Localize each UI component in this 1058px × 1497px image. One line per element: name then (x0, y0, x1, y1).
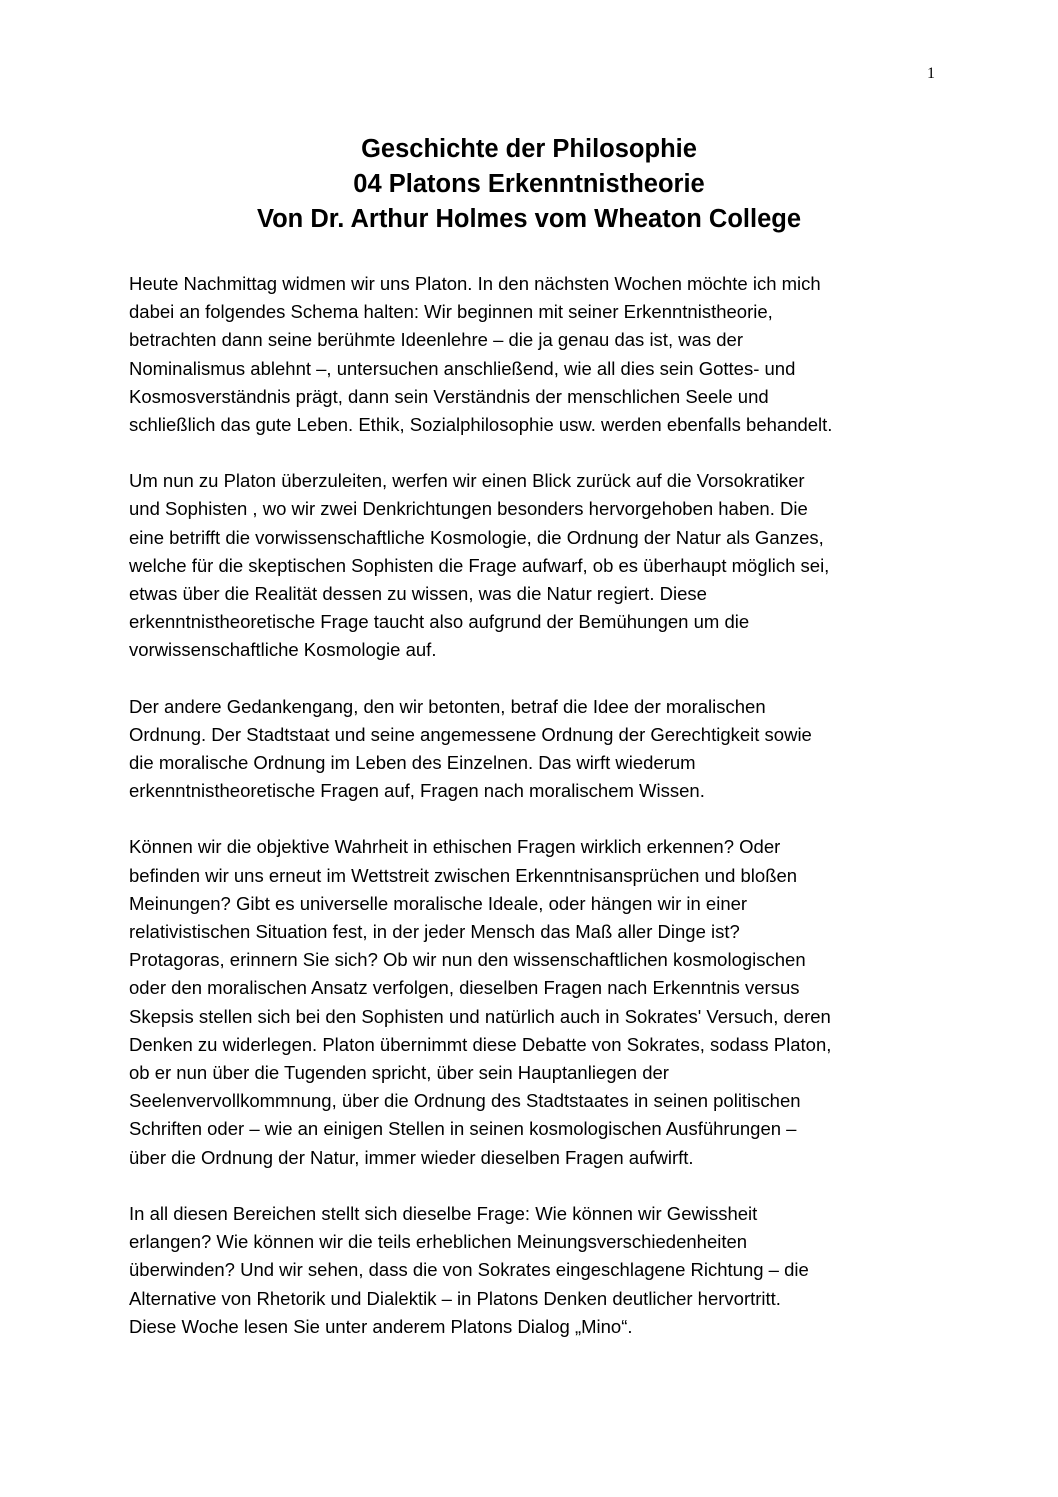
text-line: Diese Woche lesen Sie unter anderem Platons Dialog „Mino“. (129, 1315, 633, 1337)
paragraph-4 (129, 833, 944, 1171)
text-line: erkenntnistheoretische Fragen auf, Fragen nach moralischem Wissen. (129, 780, 705, 802)
text-line: Denken zu widerlegen. Platon übernimmt diese Debatte von Sokrates, sodass Platon, (129, 1033, 832, 1055)
text-line: Ordnung. Der Stadtstaat und seine angemessene Ordnung der Gerechtigkeit sowie (129, 723, 812, 745)
paragraph-3 (129, 693, 944, 806)
text-line: Meinungen? Gibt es universelle moralische Ideale, oder hängen wir in einer (129, 892, 748, 914)
text-line: überwinden? Und wir sehen, dass die von Sokrates eingeschlagene Richtung – die (129, 1259, 809, 1281)
text-line: Der andere Gedankengang, den wir betonten, betraf die Idee der moralischen (129, 695, 766, 717)
text-line: welche für die skeptischen Sophisten die Frage aufwarf, ob es überhaupt möglich sei, (129, 554, 830, 576)
paragraph-5 (129, 1200, 944, 1341)
text-line: etwas über die Realität dessen zu wissen, was die Natur regiert. Diese (129, 583, 707, 605)
page-number: 1 (927, 65, 935, 82)
text-line: Können wir die objektive Wahrheit in ethischen Fragen wirklich erkennen? Oder (129, 836, 781, 858)
text-line: relativistischen Situation fest, in der jeder Mensch das Maß aller Dinge ist? (129, 921, 740, 943)
text-line: oder den moralischen Ansatz verfolgen, dieselben Fragen nach Erkenntnis versus (129, 977, 800, 999)
text-line: eine betrifft die vorwissenschaftliche Kosmologie, die Ordnung der Natur als Ganzes, (129, 526, 824, 548)
text-line: Protagoras, erinnern Sie sich? Ob wir nun den wissenschaftlichen kosmologischen (129, 949, 806, 971)
text-line: schließlich das gute Leben. Ethik, Sozialphilosophie usw. werden ebenfalls behandelt. (129, 414, 833, 436)
document-body (129, 270, 944, 1369)
text-line: und Sophisten , wo wir zwei Denkrichtungen besonders hervorgehoben haben. Die (129, 498, 808, 520)
text-line: befinden wir uns erneut im Wettstreit zwischen Erkenntnisansprüchen und bloßen (129, 864, 798, 886)
text-line: Alternative von Rhetorik und Dialektik – in Platons Denken deutlicher hervortritt. (129, 1287, 781, 1309)
text-line: die moralische Ordnung im Leben des Einzelnen. Das wirft wiederum (129, 752, 696, 774)
text-line: erlangen? Wie können wir die teils erheblichen Meinungsverschiedenheiten (129, 1231, 748, 1253)
text-line: Um nun zu Platon überzuleiten, werfen wir einen Blick zurück auf die Vorsokratiker (129, 470, 805, 492)
text-line: betrachten dann seine berühmte Ideenlehre – die ja genau das ist, was der (129, 329, 743, 351)
text-line: Kosmosverständnis prägt, dann sein Verständnis der menschlichen Seele und (129, 385, 769, 407)
text-line: über die Ordnung der Natur, immer wieder dieselben Fragen aufwirft. (129, 1146, 694, 1168)
text-line: dabei an folgendes Schema halten: Wir beginnen mit seiner Erkenntnistheorie, (129, 301, 773, 323)
text-line: Nominalismus ablehnt –, untersuchen anschließend, wie all dies sein Gottes- und (129, 357, 796, 379)
document-title (0, 132, 1058, 237)
text-line: erkenntnistheoretische Frage taucht also aufgrund der Bemühungen um die (129, 611, 750, 633)
text-line: ob er nun über die Tugenden spricht, über sein Hauptanliegen der (129, 1062, 669, 1084)
title-line-series: Geschichte der Philosophie (361, 135, 697, 163)
title-line-author: Von Dr. Arthur Holmes vom Wheaton College (256, 205, 802, 233)
text-line: Heute Nachmittag widmen wir uns Platon. In den nächsten Wochen möchte ich mich (129, 273, 821, 294)
text-line: In all diesen Bereichen stellt sich dieselbe Frage: Wie können wir Gewissheit (129, 1202, 758, 1224)
title-line-lecture: 04 Platons Erkenntnistheorie (353, 170, 705, 198)
text-line: Skepsis stellen sich bei den Sophisten und natürlich auch in Sokrates' Versuch, deren (129, 1005, 831, 1027)
paragraph-1 (129, 270, 944, 439)
text-line: Seelenvervollkommnung, über die Ordnung des Stadtstaates in seinen politischen (129, 1090, 801, 1112)
paragraph-2 (129, 467, 944, 664)
text-line: vorwissenschaftliche Kosmologie auf. (129, 639, 437, 661)
text-line: Schriften oder – wie an einigen Stellen in seinen kosmologischen Ausführungen – (129, 1118, 797, 1140)
